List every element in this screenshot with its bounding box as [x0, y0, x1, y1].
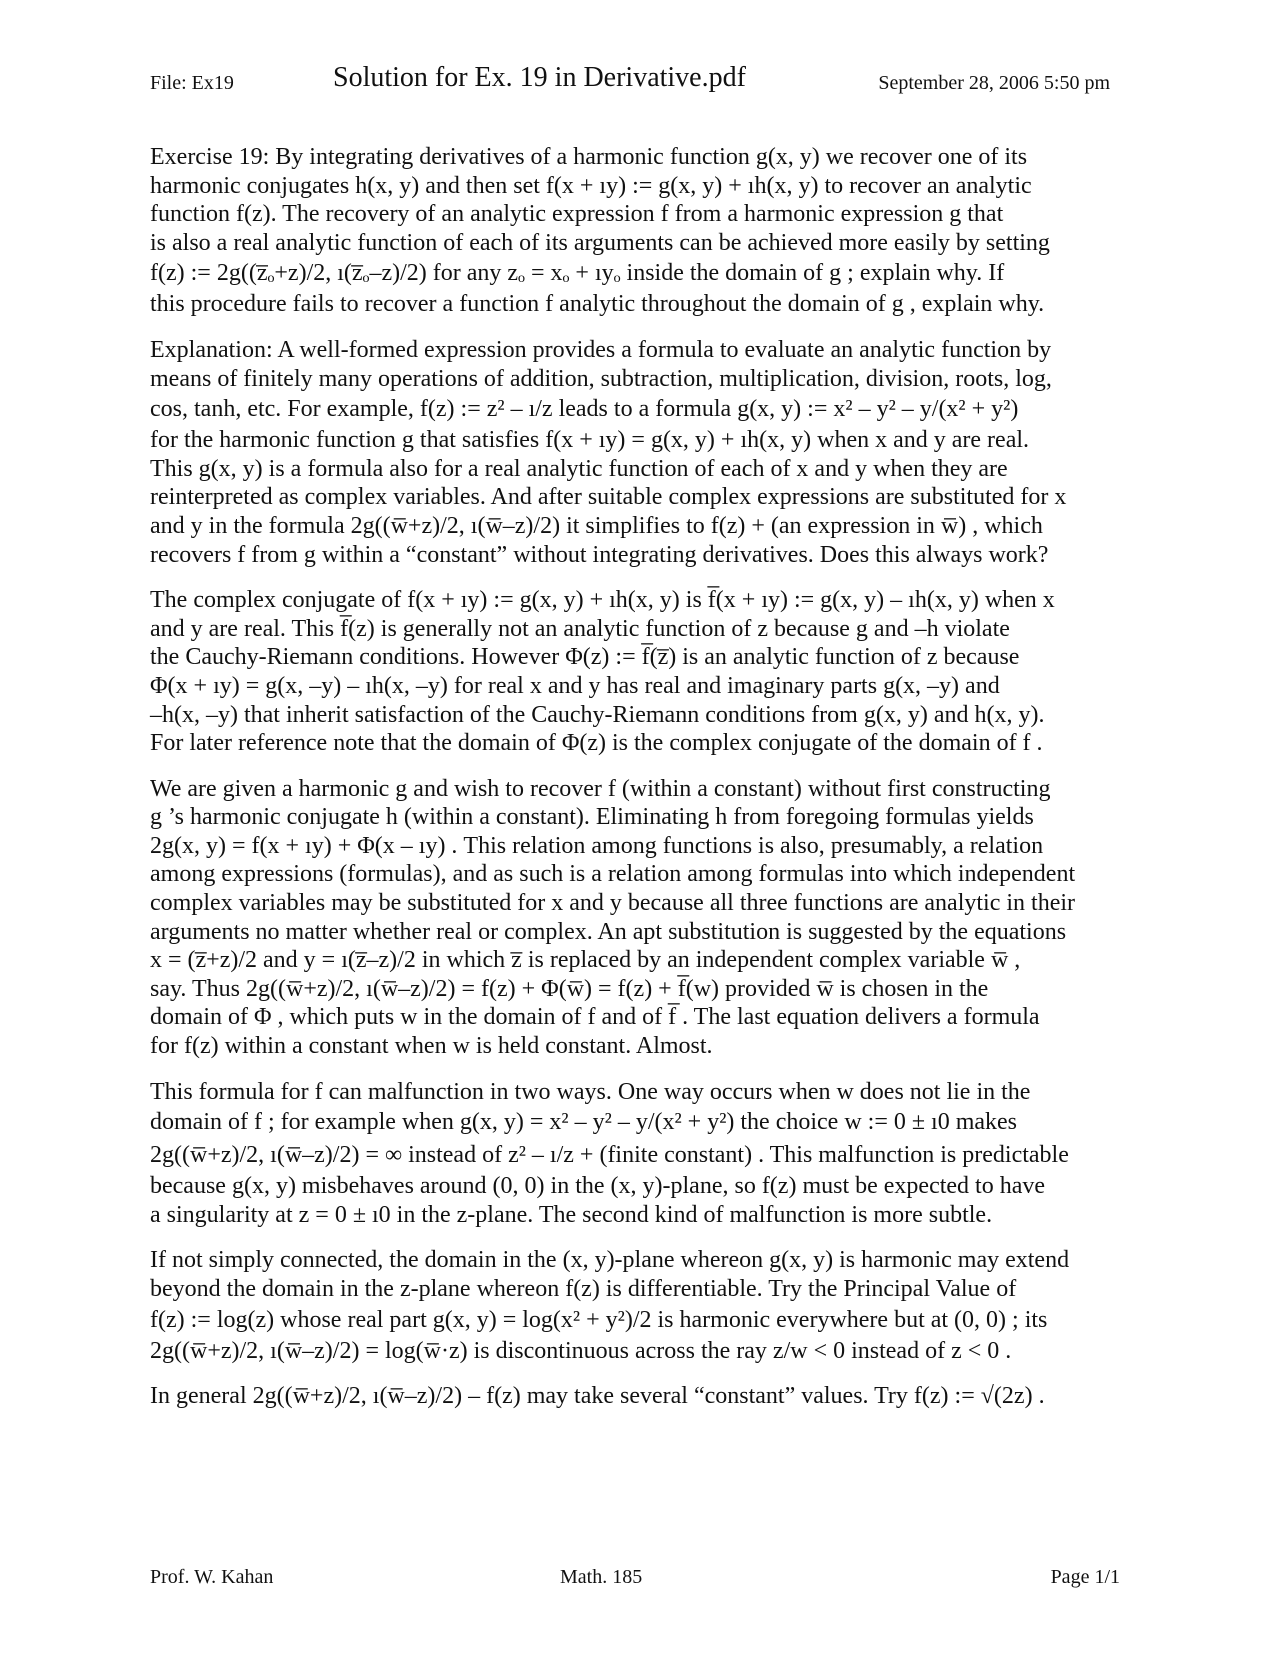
text-line: this procedure fails to recover a function f analytic throughout the domain of g , explain why.: [150, 291, 1045, 318]
text-line: g ’s harmonic conjugate h (within a constant). Eliminating h from foregoing formulas yields: [150, 804, 1034, 831]
text-line: f(z) := log(z) whose real part g(x, y) = log(x² + y²)/2 is harmonic everywhere but at (0, 0) ; its: [150, 1306, 1048, 1333]
text-line: The complex conjugate of f(x + ıy) := g(x, y) + ıh(x, y) is f̅(x + ıy) := g(x, y) – ıh(x, y) when x: [150, 587, 1055, 614]
text-line: reinterpreted as complex variables. And after suitable complex expressions are substituted for x: [150, 484, 1067, 511]
page-header: [150, 60, 1110, 100]
text-line: For later reference note that the domain of Φ(z) is the complex conjugate of the domain of f .: [150, 730, 1043, 757]
text-line: 2g((w̅+z)/2, ı(w̅–z)/2) = log(w̅·z) is discontinuous across the ray z/w < 0 instead of z < 0 .: [150, 1337, 1012, 1364]
text-line: We are given a harmonic g and wish to recover f (within a constant) without first constructing: [150, 775, 1051, 802]
text-line: complex variables may be substituted for x and y because all three functions are analytic in their: [150, 890, 1076, 917]
text-line: Exercise 19: By integrating derivatives of a harmonic function g(x, y) we recover one of its: [150, 144, 1028, 170]
text-line: x = (z̅+z)/2 and y = ı(z̅–z)/2 in which z̅ is replaced by an independent complex variable w̅ ,: [150, 947, 1021, 974]
recovery-paragraph: [150, 775, 1120, 1061]
text-line: domain of f ; for example when g(x, y) = x² – y² – y/(x² + y²) the choice w := 0 ± ı0 makes: [150, 1109, 1018, 1136]
text-line: recovers f from g within a “constant” without integrating derivatives. Does this always work?: [150, 541, 1049, 568]
text-line: means of finitely many operations of addition, subtraction, multiplication, division, roots, log,: [150, 365, 1052, 392]
text-line: Explanation: A well-formed expression provides a formula to evaluate an analytic function by: [150, 336, 1052, 363]
page-number: Page 1/1: [1050, 1566, 1120, 1588]
document-title: Solution for Ex. 19 in Derivative.pdf: [333, 62, 746, 93]
text-line: This g(x, y) is a formula also for a real analytic function of each of x and y when they are: [150, 455, 1008, 482]
text-line: If not simply connected, the domain in the (x, y)-plane whereon g(x, y) is harmonic may extend: [150, 1247, 1070, 1274]
general-paragraph: [150, 1382, 1120, 1411]
text-line: and y are real. This f̅(z) is generally not an analytic function of z because g and –h violate: [150, 615, 1010, 642]
text-line: because g(x, y) misbehaves around (0, 0) in the (x, y)-plane, so f(z) must be expected to have: [150, 1173, 1046, 1200]
text-line: harmonic conjugates h(x, y) and then set f(x + ıy) := g(x, y) + ıh(x, y) to recover an analytic: [150, 172, 1032, 199]
author-label: Prof. W. Kahan: [150, 1566, 274, 1588]
text-line: In general 2g((w̅+z)/2, ı(w̅–z)/2) – f(z) may take several “constant” values. Try f(z) := √(2z) .: [150, 1383, 1045, 1410]
file-label: File: Ex19: [150, 72, 234, 94]
text-line: 2g((w̅+z)/2, ı(w̅–z)/2) = ∞ instead of z² – ı/z + (finite constant) . This malfunction is predictable: [150, 1142, 1069, 1169]
text-line: Φ(x + ıy) = g(x, –y) – ıh(x, –y) for real x and y has real and imaginary parts g(x, –y) and: [150, 672, 1000, 699]
text-line: is also a real analytic function of each of its arguments can be achieved more easily by setting: [150, 229, 1050, 256]
text-line: function f(z). The recovery of an analytic expression f from a harmonic expression g that: [150, 201, 1004, 228]
text-line: This formula for f can malfunction in two ways. One way occurs when w does not lie in the: [150, 1078, 1031, 1105]
explanation-paragraph: [150, 336, 1120, 569]
date-stamp: September 28, 2006 5:50 pm: [878, 72, 1110, 94]
text-line: among expressions (formulas), and as such is a relation among formulas into which independent: [150, 861, 1076, 888]
text-line: cos, tanh, etc. For example, f(z) := z² – ı/z leads to a formula g(x, y) := x² – y² – y/(x² + y²): [150, 396, 1019, 423]
text-line: and y in the formula 2g((w̅+z)/2, ı(w̅–z)/2) it simplifies to f(z) + (an expression in w̅) , which: [150, 512, 1043, 539]
text-line: for the harmonic function g that satisfies f(x + ıy) = g(x, y) + ıh(x, y) when x and y are real.: [150, 427, 1030, 454]
text-line: beyond the domain in the z-plane whereon f(z) is differentiable. Try the Principal Value of: [150, 1276, 1017, 1302]
exercise-paragraph: [150, 143, 1120, 319]
course-label: Math. 185: [560, 1566, 643, 1588]
text-line: the Cauchy-Riemann conditions. However Φ(z) := f̅(z̅) is an analytic function of z because: [150, 644, 1020, 671]
conjugate-paragraph: [150, 586, 1120, 758]
text-line: arguments no matter whether real or complex. An apt substitution is suggested by the equations: [150, 918, 1067, 945]
text-line: f(z) := 2g((z̅ₒ+z)/2, ı(z̅ₒ–z)/2) for any zₒ = xₒ + ıyₒ inside the domain of g ; explain why. If: [150, 260, 1005, 287]
text-line: domain of Φ , which puts w in the domain of f and of f̅ . The last equation delivers a formula: [150, 1004, 1040, 1031]
text-line: a singularity at z = 0 ± ı0 in the z-plane. The second kind of malfunction is more subtle.: [150, 1201, 993, 1228]
text-line: say. Thus 2g((w̅+z)/2, ı(w̅–z)/2) = f(z) + Φ(w̅) = f(z) + f̅(w) provided w̅ is chosen in the: [150, 975, 989, 1002]
malfunction-paragraph: [150, 1078, 1120, 1230]
text-line: 2g(x, y) = f(x + ıy) + Φ(x – ıy) . This relation among functions is also, presumably, a relation: [150, 832, 1044, 859]
text-line: –h(x, –y) that inherit satisfaction of the Cauchy-Riemann conditions from g(x, y) and h(x, y).: [150, 701, 1045, 728]
document-body: [150, 143, 1120, 1428]
text-line: for f(z) within a constant when w is held constant. Almost.: [150, 1033, 713, 1060]
connectivity-paragraph: [150, 1246, 1120, 1365]
